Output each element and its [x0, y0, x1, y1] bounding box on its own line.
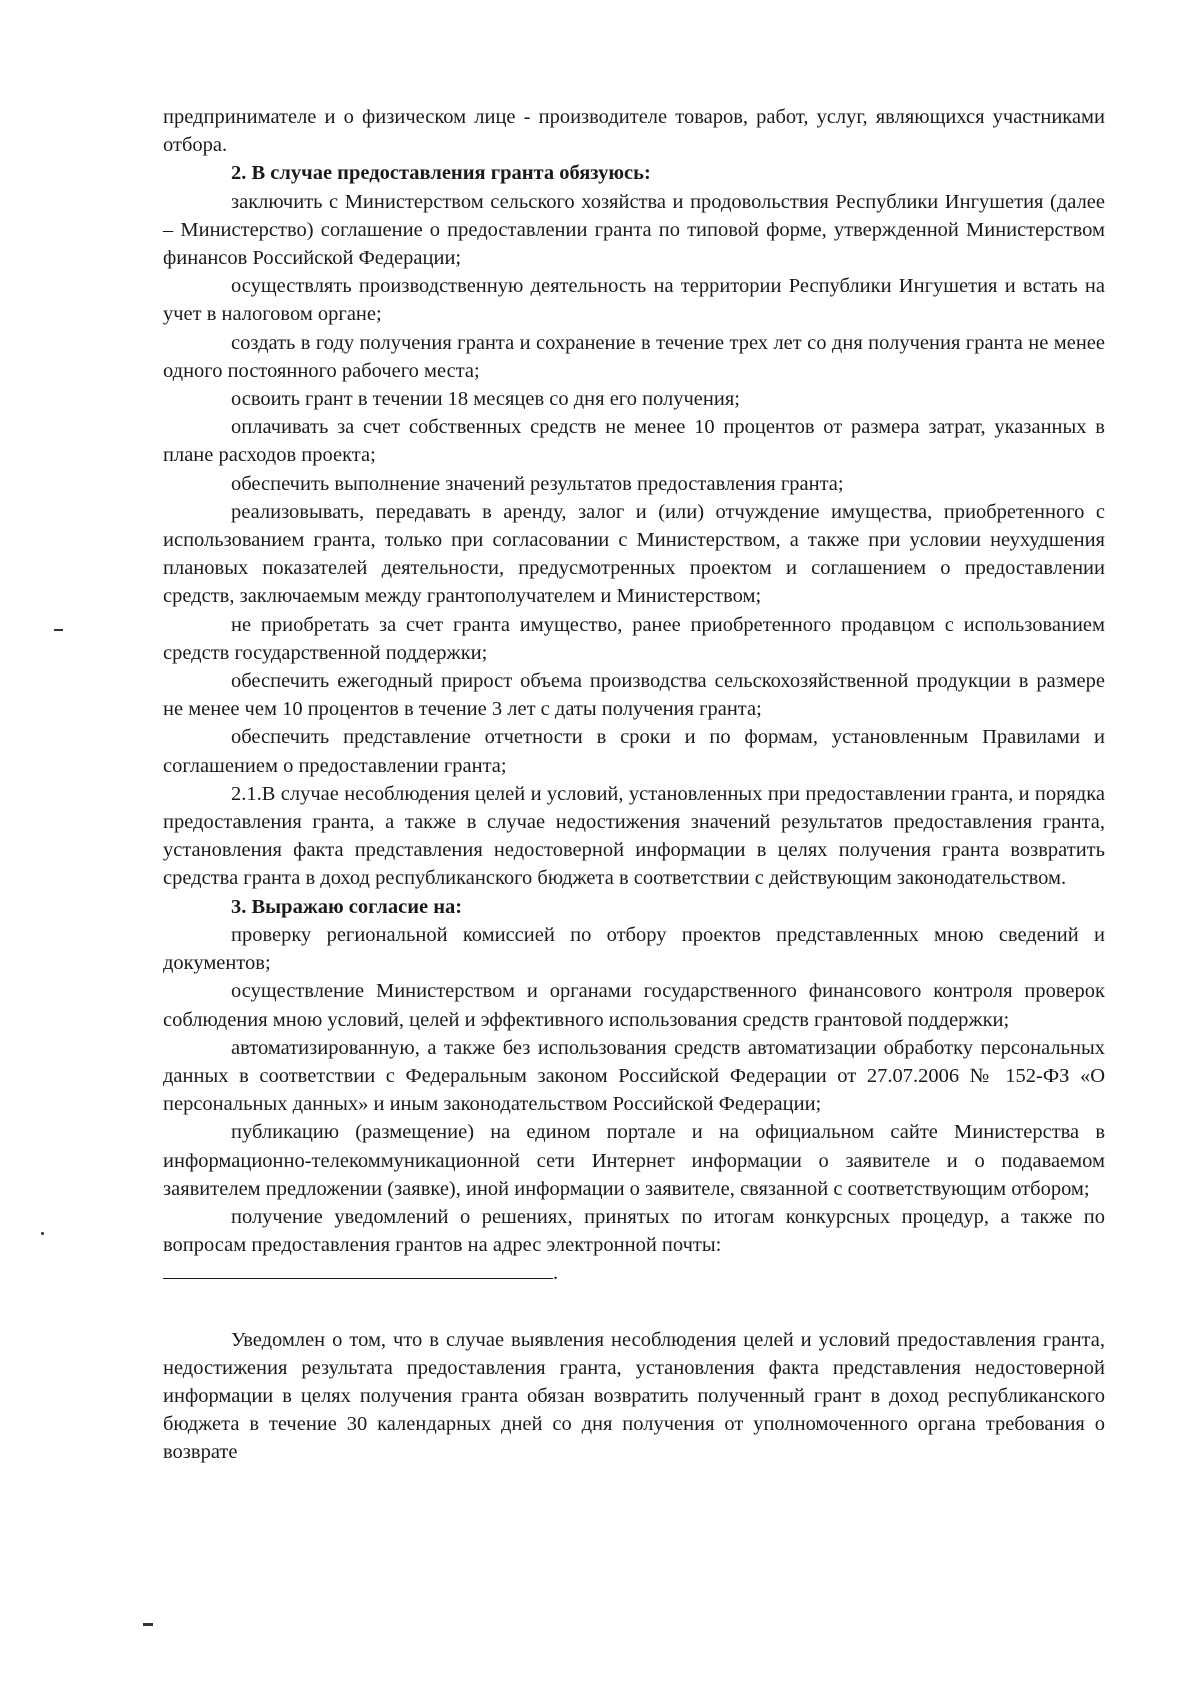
paragraph: 2.1.В случае несоблюдения целей и условий, установленных при предоставлении гранта, и порядка предоставления гранта, а также в случае недостижения значений результатов предоставления гранта, установления факта представления недостоверной информации в целях получения гранта возвратить средства гранта в доход республиканского бюджета в соответствии с действующим законодательством.: [163, 782, 1105, 890]
email-end: .: [553, 1262, 559, 1285]
section-heading: 3. Выражаю согласие на:: [231, 895, 463, 918]
paragraph: осуществлять производственную деятельность на территории Республики Ингушетия и встать на учет в налоговом органе;: [163, 275, 1105, 326]
email-blank: [163, 1260, 553, 1279]
paragraph: оплачивать за счет собственных средств не менее 10 процентов от размера затрат, указанных в плане расходов проекта;: [163, 416, 1105, 467]
paragraph: проверку региональной комиссией по отбору проектов представленных мною сведений и документов;: [163, 923, 1105, 975]
paragraph: создать в году получения гранта и сохранение в течение трех лет со дня получения гранта не менее одного постоянного рабочего места;: [163, 331, 1105, 382]
paragraph: заключить с Министерством сельского хозяйства и продовольствия Республики Ингушетия (далее – Министерство) соглашение о предоставлении гранта по типовой форме, утвержденной Министерством финансов Российской Федерации;: [163, 190, 1105, 270]
paragraph: обеспечить ежегодный прирост объема производства сельскохозяйственной продукции в размере не менее чем 10 процентов в течение 3 лет с даты получения гранта;: [163, 670, 1105, 721]
paragraph: не приобретать за счет гранта имущество, ранее приобретенного продавцом с использованием средств государственной поддержки;: [163, 613, 1105, 664]
scan-mark: [54, 629, 63, 631]
paragraph: автоматизированную, а также без использования средств автоматизации обработку персональных данных в соответствии с Федеральным законом Российской Федерации от 27.07.2006 № 152-ФЗ «О персональных данных» и иным законодательством Российской Федерации;: [163, 1036, 1105, 1116]
paragraph: осуществление Министерством и органами государственного финансового контроля проверок соблюдения мною условий, целей и эффективного использования средств грантовой поддержки;: [163, 980, 1105, 1031]
paragraph: обеспечить представление отчетности в сроки и по формам, установленным Правилами и соглашением о предоставлении гранта;: [163, 726, 1105, 777]
email-fill-line: [163, 1259, 1105, 1287]
notice-paragraph: Уведомлен о том, что в случае выявления несоблюдения целей и условий предоставления гранта, недостижения результата предоставления гранта, установления факта представления недостоверной информации в целях получения гранта обязан возвратить полученный грант в доход республиканского бюджета в течение 30 календарных дней со дня получения от уполномоченного органа требования о возврате: [163, 1328, 1105, 1464]
paragraph: предпринимателе и о физическом лице - производителе товаров, работ, услуг, являющихся участниками отбора.: [163, 106, 1105, 157]
section-heading: 2. В случае предоставления гранта обязуюсь:: [231, 162, 651, 185]
paragraph: публикацию (размещение) на едином портале и на официальном сайте Министерства в информационно-телекоммуникационной сети Интернет информации о заявителе и о подаваемом заявителем предложении (заявке), иной информации о заявителе, связанной с соответствующим отбором;: [163, 1121, 1105, 1200]
paragraph: обеспечить выполнение значений результатов предоставления гранта;: [231, 472, 844, 495]
paragraph: реализовывать, передавать в аренду, залог и (или) отчуждение имущества, приобретенного с использованием гранта, только при согласовании с Министерством, а также при условии неухудшения плановых показателей деятельности, предусмотренных проектом и соглашением о предоставлении средств, заключаемым между грантополучателем и Министерством;: [163, 500, 1105, 608]
document-body: [163, 103, 1105, 1467]
paragraph: освоить грант в течении 18 месяцев со дня его получения;: [231, 388, 740, 411]
scan-mark: [143, 1623, 153, 1626]
spacer: [163, 1288, 1105, 1326]
paragraph: получение уведомлений о решениях, принятых по итогам конкурсных процедур, а также по вопросам предоставления грантов на адрес электронной почты:: [163, 1205, 1105, 1257]
scan-mark: [41, 1232, 44, 1235]
